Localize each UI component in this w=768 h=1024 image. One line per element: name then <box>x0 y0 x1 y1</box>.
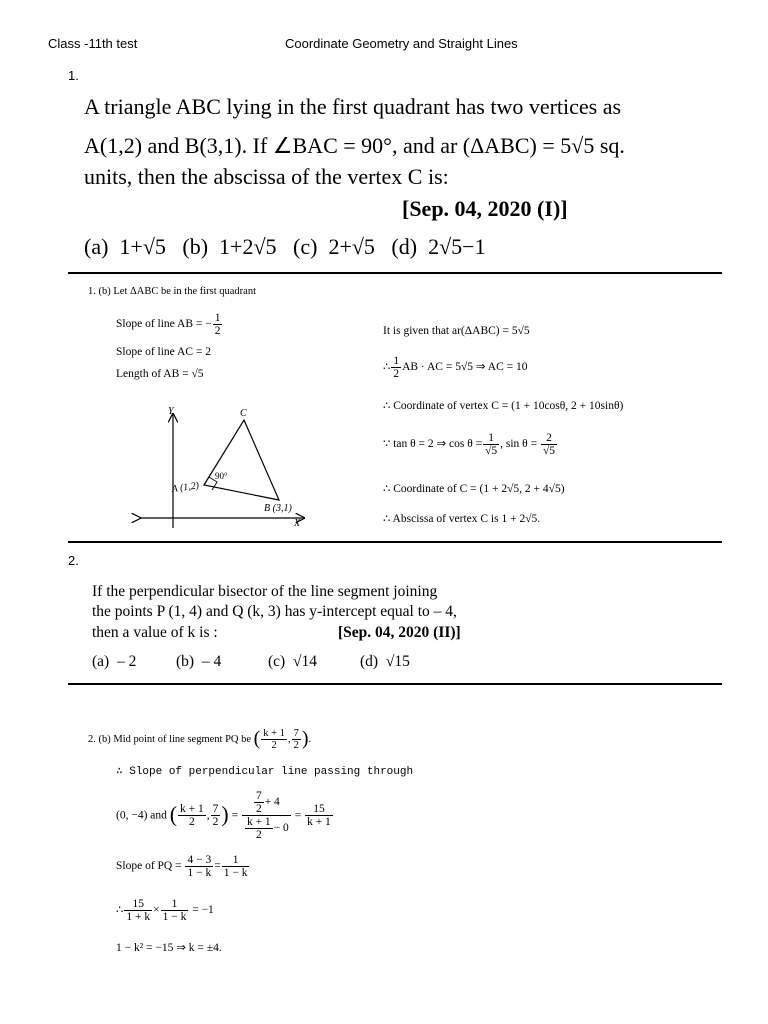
y-axis-label: Y <box>168 406 174 417</box>
solution-2-product: ∴ $\frac{15}{1 + k}$ × $\frac{1}{1 - k}$ = −1 <box>116 898 214 924</box>
solution-1-length-ab: Length of AB = √5 <box>116 368 204 380</box>
product-therefore: ∴ <box>116 904 124 917</box>
question-1-line-1: A triangle ABC lying in the first quadrant has two vertices as <box>84 94 622 119</box>
product-result: = −1 <box>192 904 214 917</box>
minus-zero: − 0 <box>273 822 289 835</box>
sol2-mid-x-fraction <box>178 803 206 828</box>
cos-numerator: 1 <box>483 432 499 445</box>
question-2-option-d: (d) √15 <box>360 653 410 670</box>
pq-fraction-2 <box>222 854 250 879</box>
perp-slope-big-fraction <box>242 790 291 841</box>
product-fraction-1 <box>124 898 152 923</box>
result-den: k + 1 <box>307 816 331 829</box>
solution-1-tan-line <box>383 432 558 457</box>
solution-2-slope-expression: (0, −4) and ( $\frac{k + 1}{2}$ , $\frac{7}{2}$ ) = $\frac{7}{2}$ + 4 $\frac{k + 1}{2}$ − 0 = $\frac{15}{k + 1}$ <box>116 790 331 842</box>
divider-2 <box>68 541 722 543</box>
therefore-symbol: ∴ <box>383 361 391 374</box>
half-fraction <box>391 355 401 380</box>
midpoint-y-denominator: 2 <box>293 740 299 752</box>
kplus1-den: 2 <box>255 829 262 842</box>
vertex-b-label: B (3,1) <box>264 503 292 514</box>
solution-2-final: 1 − k² = −15 ⇒ k = ±4. <box>116 942 222 954</box>
seven-num: 7 <box>255 790 262 802</box>
seven-den: 2 <box>255 803 262 816</box>
point-and-label: (0, −4) and <box>116 809 167 822</box>
solution-1-coord-c: ∴ Coordinate of C = (1 + 2√5, 2 + 4√5) <box>383 483 565 495</box>
question-1-source: [Sep. 04, 2020 (I)] <box>402 196 568 221</box>
midpoint-y-numerator: 7 <box>293 728 299 739</box>
solution-2-slope-pq: Slope of PQ = $\frac{4 - 3}{1 - k}$ = $\frac{1}{1 - k}$ <box>116 854 248 880</box>
question-1-line-3: units, then the abscissa of the vertex C is: <box>84 164 449 189</box>
question-1-options: (a) 1+√5 (b) 1+2√5 (c) 2+√5 (d) 2√5−1 <box>84 234 486 259</box>
sin-numerator: 2 <box>541 432 557 445</box>
midpoint-y-fraction <box>292 728 301 751</box>
question-2-line-1: If the perpendicular bisector of the line segment joining <box>92 583 438 600</box>
question-2-option-a: (a) – 2 <box>92 653 137 670</box>
question-2-source: [Sep. 04, 2020 (II)] <box>338 624 461 641</box>
midpoint-x-denominator: 2 <box>271 740 277 752</box>
question-2-option-c: (c) √14 <box>268 653 317 670</box>
sol2-mid-y-fraction <box>211 803 221 828</box>
question-1-line-2: A(1,2) and B(3,1). If ∠BAC = 90°, and ar (ΔABC) = 5√5 sq. <box>84 133 625 158</box>
x-axis-label: X <box>294 518 301 529</box>
sol2-mid-y-den: 2 <box>212 816 219 829</box>
prod-num-1: 15 <box>124 898 152 911</box>
slope-ab-numerator: 1 <box>214 312 221 324</box>
question-2-line-2: the points P (1, 4) and Q (k, 3) has y-intercept equal to – 4, <box>92 603 457 620</box>
sin-denominator: √5 <box>542 445 555 458</box>
pq2-num: 1 <box>222 854 250 867</box>
sol2-mid-x-num: k + 1 <box>180 803 204 816</box>
result-num: 15 <box>305 803 333 816</box>
solution-2-heading-text: 2. (b) Mid point of line segment PQ be <box>88 733 252 745</box>
solution-1-area-eq <box>383 355 527 380</box>
question-2-number: 2. <box>68 553 79 568</box>
question-2-option-b: (b) – 4 <box>176 653 222 670</box>
pq-den: 1 − k <box>187 867 212 880</box>
tan-prefix: ∵ tan θ = 2 ⇒ cos θ = <box>383 438 483 451</box>
solution-1-coord-vertex: ∴ Coordinate of vertex C = (1 + 10cosθ, 2 + 10sinθ) <box>383 400 624 412</box>
divider-3 <box>68 683 722 685</box>
cos-fraction <box>483 432 499 457</box>
kplus1-half-fraction <box>245 816 273 841</box>
perp-slope-big-num <box>242 790 291 816</box>
cos-denominator: √5 <box>485 445 498 458</box>
solution-2-heading: 2. (b) Mid point of line segment PQ be ( $\frac{k + 1}{2}$ , $\frac{7}{2}$ ). <box>88 727 312 752</box>
triangle-abc <box>204 420 279 500</box>
kplus1-num: k + 1 <box>246 816 271 829</box>
perp-slope-big-den <box>242 816 291 841</box>
prod-den-1: 1 + k <box>126 911 151 924</box>
vertex-a-label: A (1,2) <box>170 480 200 495</box>
question-1-number: 1. <box>68 68 79 83</box>
slope-ab-label: Slope of line AB = − <box>116 318 212 331</box>
pq-num: 4 − 3 <box>187 854 212 866</box>
solution-1-slope-ab <box>116 312 223 337</box>
slope-pq-label: Slope of PQ = <box>116 860 182 873</box>
sol2-mid-x-den: 2 <box>189 816 195 829</box>
slope-ab-denominator: 2 <box>214 325 221 338</box>
half-denominator: 2 <box>393 368 400 381</box>
area-equation: AB · AC = 5√5 ⇒ AC = 10 <box>402 361 528 374</box>
prod-num-2: 1 <box>161 898 189 911</box>
seven-half-fraction <box>254 790 264 815</box>
half-numerator: 1 <box>393 355 400 367</box>
vertex-c-label: C <box>240 408 247 419</box>
midpoint-x-fraction <box>261 728 287 751</box>
solution-1-heading <box>88 287 256 298</box>
solution-1-heading-text: 1. (b) Let ΔABC be in the first quadrant <box>88 286 257 297</box>
perp-slope-result <box>305 803 333 828</box>
question-2-line-3: then a value of k is : <box>92 624 218 641</box>
plus-four: + 4 <box>264 796 280 809</box>
angle-label: 90° <box>215 471 228 481</box>
product-fraction-2 <box>161 898 189 923</box>
divider-1 <box>68 272 722 274</box>
triangle-figure <box>128 400 318 532</box>
header-topic-title: Coordinate Geometry and Straight Lines <box>285 36 518 51</box>
sol2-mid-y-num: 7 <box>212 803 219 816</box>
solution-1-given: It is given that ar(ΔABC) = 5√5 <box>383 325 530 337</box>
prod-den-2: 1 − k <box>162 911 187 924</box>
slope-ab-fraction <box>213 312 223 337</box>
sin-fraction <box>541 432 557 457</box>
sin-prefix: , sin θ = <box>500 438 538 451</box>
midpoint-x-numerator: k + 1 <box>263 728 285 739</box>
header-class-label: Class -11th test <box>48 36 138 51</box>
solution-1-abscissa: ∴ Abscissa of vertex C is 1 + 2√5. <box>383 513 541 525</box>
pq-fraction-1 <box>185 854 213 879</box>
solution-1-slope-ac: Slope of line AC = 2 <box>116 346 211 358</box>
pq2-den: 1 − k <box>223 867 248 880</box>
solution-2-slope-perp: ∴ Slope of perpendicular line passing through <box>116 766 414 778</box>
